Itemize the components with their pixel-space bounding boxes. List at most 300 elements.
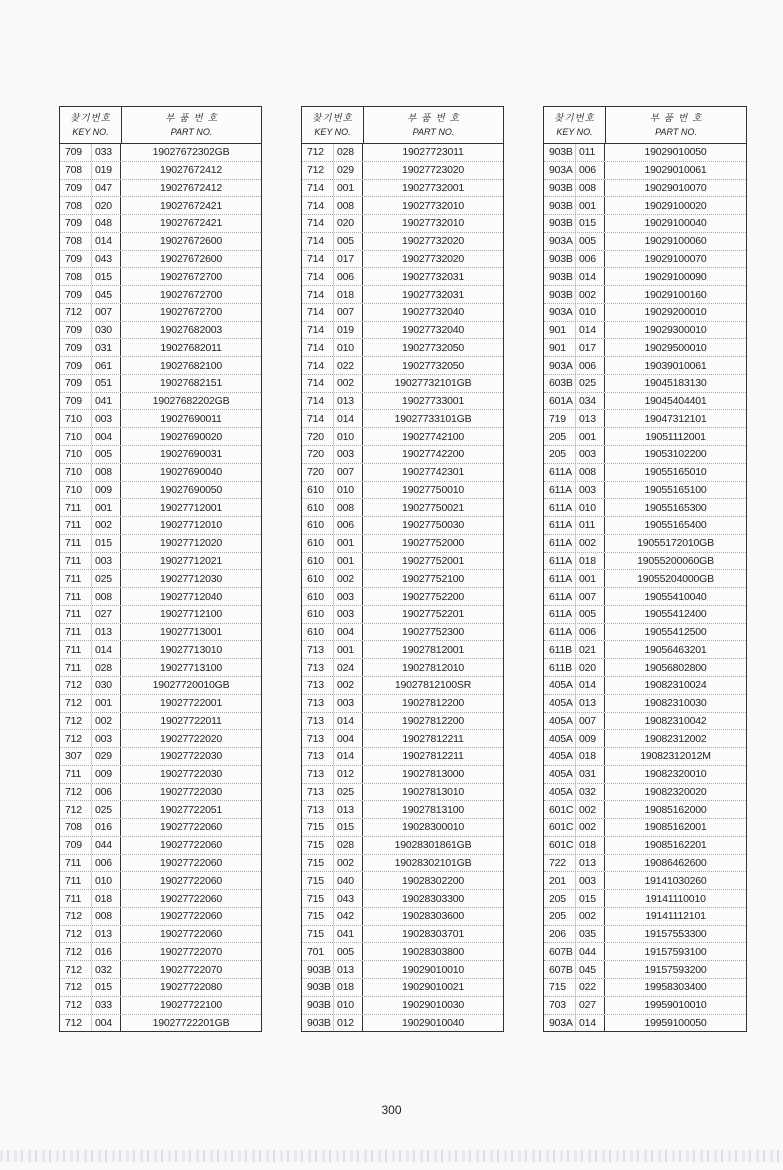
part-number: 19027742200	[401, 448, 465, 461]
part-number: 19053102200	[644, 448, 707, 461]
table-row	[60, 517, 261, 535]
key-item: 047	[91, 180, 121, 197]
part-number: 19027682011	[160, 341, 222, 354]
key-item: 008	[333, 197, 363, 214]
table-row	[544, 535, 746, 553]
key-item: 002	[575, 801, 605, 818]
table-row	[544, 872, 746, 890]
part-number: 19028300010	[401, 821, 465, 834]
key-item: 042	[333, 908, 363, 925]
key-figure: 720	[307, 430, 324, 443]
part-number: 19027722060	[159, 857, 223, 869]
table-row	[302, 1015, 503, 1032]
part-number: 19055204000GB	[637, 572, 714, 585]
table-row	[60, 1015, 261, 1032]
table-row	[544, 855, 746, 873]
key-figure: 405A	[549, 714, 573, 727]
table-row	[60, 251, 261, 269]
key-no-header	[60, 107, 122, 143]
key-figure: 713	[307, 732, 324, 745]
table-row	[302, 446, 503, 464]
page-number: 300	[381, 1103, 402, 1117]
parts-table-3	[543, 106, 747, 1032]
key-figure: 709	[65, 839, 82, 852]
part-number: 19027720010GB	[152, 679, 230, 692]
key-item: 011	[575, 144, 605, 161]
key-figure: 903B	[549, 252, 573, 265]
key-item: 043	[333, 890, 363, 907]
key-figure: 712	[65, 697, 82, 710]
part-number: 19082320010	[644, 768, 707, 781]
key-figure: 903B	[307, 999, 331, 1012]
part-number: 19045404401	[644, 395, 707, 408]
key-item: 034	[575, 393, 605, 410]
table-row	[60, 499, 261, 517]
part-number: 19027722080	[159, 981, 223, 994]
table-row	[544, 375, 746, 393]
key-figure: 405A	[549, 750, 573, 763]
table-row	[544, 624, 746, 642]
key-figure: 709	[65, 359, 82, 372]
key-figure: 405A	[549, 679, 573, 692]
key-header-korean: 찾기번호	[70, 112, 111, 124]
part-number: 19157593200	[644, 963, 707, 976]
part-number: 19027722201GB	[152, 1016, 230, 1029]
part-number: 19028303701	[401, 928, 465, 941]
part-number: 19027812200	[401, 697, 465, 710]
key-item: 006	[575, 624, 605, 641]
part-number: 19027812100SR	[394, 679, 472, 692]
key-figure: 712	[65, 1016, 82, 1029]
key-figure: 714	[307, 359, 324, 372]
table-header	[60, 107, 261, 144]
key-item: 002	[333, 375, 363, 392]
key-item: 018	[575, 748, 605, 765]
part-number: 19141110010	[645, 892, 706, 905]
key-item: 002	[575, 286, 605, 303]
key-item: 044	[575, 943, 605, 960]
table-row	[302, 517, 503, 535]
key-figure: 715	[549, 981, 566, 994]
key-item: 003	[91, 730, 121, 747]
key-figure: 713	[307, 785, 324, 798]
key-figure: 405A	[549, 785, 573, 798]
part-number: 19027750010	[401, 483, 465, 496]
key-item: 018	[333, 979, 363, 996]
key-figure: 713	[307, 643, 324, 656]
part-number: 19027733001	[401, 395, 465, 408]
table-row	[60, 855, 261, 873]
key-figure: 713	[307, 750, 324, 763]
part-number: 19055165400	[644, 519, 707, 532]
table-row	[302, 819, 503, 837]
table-row	[60, 375, 261, 393]
key-figure: 713	[307, 803, 324, 816]
key-figure: 720	[307, 448, 324, 461]
key-item: 004	[91, 1015, 121, 1032]
table-row	[544, 499, 746, 517]
key-item: 014	[333, 713, 363, 730]
key-item: 031	[91, 339, 121, 356]
key-item: 006	[333, 268, 363, 285]
key-figure: 709	[65, 377, 82, 390]
key-item: 018	[333, 286, 363, 303]
table-row	[60, 730, 261, 748]
key-figure: 711	[65, 501, 82, 514]
part-number: 19027722060	[159, 839, 223, 852]
table-row	[302, 375, 503, 393]
key-figure: 712	[307, 164, 324, 177]
part-number: 19029200010	[644, 306, 707, 319]
key-no-header	[544, 107, 606, 143]
table-row	[60, 624, 261, 642]
key-figure: 715	[307, 910, 324, 923]
part-number: 19029010070	[644, 181, 707, 194]
part-number: 19027722070	[159, 945, 223, 958]
key-figure: 709	[65, 288, 82, 301]
part-number: 19027672302GB	[152, 146, 230, 159]
key-figure: 715	[307, 839, 324, 852]
table-row	[544, 997, 746, 1015]
key-figure: 903A	[549, 1016, 573, 1029]
key-item: 001	[575, 570, 605, 587]
part-number: 19959100050	[644, 1016, 707, 1029]
part-number: 19086462600	[644, 857, 707, 869]
key-figure: 607B	[549, 945, 573, 958]
key-item: 031	[575, 766, 605, 783]
key-item: 006	[575, 251, 605, 268]
key-figure: 711	[65, 892, 82, 905]
table-row	[302, 624, 503, 642]
key-item: 010	[91, 872, 121, 889]
table-row	[60, 677, 261, 695]
key-item: 008	[91, 908, 121, 925]
key-figure: 713	[307, 679, 324, 692]
key-figure: 711	[65, 537, 82, 550]
key-figure: 711	[65, 643, 82, 656]
table-row	[302, 979, 503, 997]
key-item: 009	[91, 482, 121, 499]
table-row	[302, 908, 503, 926]
key-item: 007	[91, 304, 121, 321]
key-figure: 715	[307, 821, 324, 834]
key-item: 016	[91, 819, 121, 836]
key-item: 025	[91, 570, 121, 587]
key-figure: 903B	[307, 963, 331, 976]
key-item: 018	[575, 553, 605, 570]
key-item: 012	[333, 766, 363, 783]
table-row	[544, 961, 746, 979]
part-number: 19085162000	[644, 803, 707, 816]
key-item: 007	[333, 304, 363, 321]
key-item: 004	[333, 730, 363, 747]
key-item: 019	[91, 162, 121, 179]
key-figure: 711	[65, 572, 82, 585]
table-row	[544, 553, 746, 571]
part-number: 19958303400	[644, 981, 707, 994]
table-row	[302, 553, 503, 571]
table-row	[60, 784, 261, 802]
table-row	[544, 748, 746, 766]
table-row	[60, 908, 261, 926]
table-body	[544, 144, 746, 1031]
table-row	[60, 713, 261, 731]
key-item: 002	[575, 535, 605, 552]
key-item: 015	[91, 979, 121, 996]
key-figure: 205	[549, 892, 566, 905]
part-number: 19027712021	[159, 554, 223, 567]
key-figure: 703	[549, 999, 566, 1012]
key-figure: 405A	[549, 697, 573, 710]
table-row	[544, 428, 746, 446]
key-item: 018	[91, 890, 121, 907]
table-row	[544, 197, 746, 215]
table-row	[60, 748, 261, 766]
key-figure: 720	[307, 466, 324, 479]
part-number: 19027732040	[401, 306, 465, 319]
part-number: 19027813100	[401, 803, 465, 816]
key-item: 003	[575, 482, 605, 499]
table-row	[60, 357, 261, 375]
key-figure: 708	[65, 270, 82, 283]
part-number: 19082310042	[644, 714, 707, 727]
key-item: 014	[575, 677, 605, 694]
key-figure: 710	[65, 430, 82, 443]
table-row	[544, 641, 746, 659]
key-figure: 610	[307, 537, 324, 550]
table-header	[302, 107, 503, 144]
key-item: 010	[575, 499, 605, 516]
table-row	[544, 766, 746, 784]
key-figure: 715	[307, 874, 324, 887]
key-figure: 712	[65, 803, 82, 816]
scan-edge-strip	[0, 1150, 783, 1162]
key-figure: 205	[549, 430, 566, 443]
key-item: 005	[91, 446, 121, 463]
table-row	[302, 535, 503, 553]
part-number: 19029100020	[644, 199, 707, 212]
key-figure: 712	[65, 981, 82, 994]
key-figure: 708	[65, 235, 82, 248]
key-item: 005	[333, 943, 363, 960]
table-row	[544, 801, 746, 819]
key-item: 003	[333, 695, 363, 712]
part-number: 19029010050	[644, 146, 707, 159]
table-row	[544, 446, 746, 464]
key-figure: 714	[307, 270, 324, 283]
key-figure: 903A	[549, 359, 573, 372]
key-item: 001	[575, 197, 605, 214]
key-item: 010	[333, 997, 363, 1014]
key-figure: 715	[307, 928, 324, 941]
key-figure: 607B	[549, 963, 573, 976]
key-item: 002	[333, 855, 363, 872]
key-item: 048	[91, 215, 121, 232]
key-item: 033	[91, 997, 121, 1014]
key-item: 028	[91, 659, 121, 676]
key-item: 028	[333, 837, 363, 854]
key-figure: 708	[65, 199, 82, 212]
part-number: 19027690011	[160, 412, 222, 425]
table-row	[60, 144, 261, 162]
part-number: 19027813010	[401, 785, 465, 798]
part-number: 19027712010	[159, 519, 223, 532]
key-item: 007	[333, 464, 363, 481]
part-number: 19157553300	[644, 928, 707, 941]
key-figure: 714	[307, 412, 324, 425]
part-number: 19027813000	[401, 768, 465, 781]
table-row	[302, 197, 503, 215]
key-figure: 708	[65, 821, 82, 834]
key-item: 020	[333, 215, 363, 232]
key-figure: 611A	[549, 554, 572, 567]
part-number: 19027812211	[402, 750, 464, 763]
key-figure: 701	[307, 945, 324, 958]
part-number: 19029100040	[644, 217, 707, 230]
key-item: 027	[575, 997, 605, 1014]
key-item: 016	[91, 943, 121, 960]
part-number: 19029010021	[401, 981, 465, 994]
key-figure: 901	[549, 341, 566, 354]
key-item: 002	[333, 677, 363, 694]
part-number: 19027722060	[159, 910, 223, 923]
table-row	[544, 304, 746, 322]
table-row	[302, 339, 503, 357]
table-row	[302, 997, 503, 1015]
key-item: 001	[333, 553, 363, 570]
part-number: 19027812211	[402, 732, 464, 745]
part-number: 19029010061	[644, 164, 707, 177]
key-figure: 611A	[549, 519, 572, 532]
key-figure: 603B	[549, 377, 573, 390]
part-number: 19027752000	[401, 537, 465, 550]
key-figure: 711	[65, 768, 82, 781]
key-figure: 712	[65, 928, 82, 941]
key-item: 003	[333, 606, 363, 623]
table-row	[60, 801, 261, 819]
key-item: 015	[91, 268, 121, 285]
key-figure: 712	[307, 146, 324, 159]
key-figure: 713	[307, 697, 324, 710]
part-number: 19027812001	[401, 643, 465, 656]
key-item: 003	[575, 446, 605, 463]
table-row	[60, 482, 261, 500]
table-row	[544, 482, 746, 500]
part-number: 19027690031	[159, 448, 223, 461]
key-figure: 206	[549, 928, 566, 941]
part-number: 19027672600	[159, 252, 223, 265]
part-number: 19027750021	[401, 501, 465, 514]
key-figure: 903B	[307, 1016, 331, 1029]
key-figure: 715	[307, 892, 324, 905]
part-number: 19055165100	[644, 483, 707, 496]
part-number: 19027712040	[159, 590, 223, 603]
table-row	[544, 410, 746, 428]
key-item: 061	[91, 357, 121, 374]
table-row	[60, 943, 261, 961]
key-figure: 903B	[549, 270, 573, 283]
part-number: 19027712030	[159, 572, 223, 585]
key-item: 015	[575, 215, 605, 232]
part-number: 19027672700	[159, 270, 223, 283]
table-row	[302, 410, 503, 428]
table-row	[302, 766, 503, 784]
table-row	[302, 286, 503, 304]
part-number: 19027672412	[159, 164, 223, 177]
key-figure: 709	[65, 217, 82, 230]
part-number: 19029100060	[644, 235, 707, 248]
table-row	[60, 233, 261, 251]
key-figure: 711	[65, 661, 82, 674]
part-number: 19027682100	[159, 359, 223, 372]
key-item: 020	[91, 197, 121, 214]
key-figure: 709	[65, 146, 82, 159]
key-item: 002	[91, 713, 121, 730]
table-row	[544, 819, 746, 837]
table-row	[302, 570, 503, 588]
table-row	[60, 393, 261, 411]
key-figure: 710	[65, 483, 82, 496]
key-item: 030	[91, 677, 121, 694]
table-row	[60, 286, 261, 304]
key-figure: 711	[65, 857, 82, 869]
part-number: 19027812010	[401, 661, 465, 674]
key-header-english: KEY NO.	[72, 126, 109, 137]
key-item: 005	[575, 606, 605, 623]
part-number: 19028302101GB	[394, 857, 472, 869]
table-body	[302, 144, 503, 1031]
table-row	[544, 695, 746, 713]
part-number: 19027752100	[401, 572, 465, 585]
key-figure: 712	[65, 785, 82, 798]
key-figure: 611A	[549, 590, 572, 603]
table-row	[60, 997, 261, 1015]
key-header-korean: 찾기번호	[312, 112, 353, 124]
key-figure: 601A	[549, 395, 573, 408]
key-item: 035	[575, 926, 605, 943]
key-figure: 712	[65, 999, 82, 1012]
part-number: 19027722030	[159, 750, 223, 763]
key-header-english: KEY NO.	[314, 126, 351, 137]
part-number: 19055412400	[644, 608, 707, 621]
part-number: 19082320020	[644, 785, 707, 798]
table-row	[544, 251, 746, 269]
part-number: 19082310024	[644, 679, 707, 692]
key-item: 040	[333, 872, 363, 889]
key-item: 029	[333, 162, 363, 179]
key-header-korean: 찾기번호	[554, 112, 595, 124]
part-number: 19045183130	[644, 377, 707, 390]
key-item: 013	[333, 961, 363, 978]
key-figure: 611A	[549, 608, 572, 621]
part-header-korean: 부 품 번 호	[407, 112, 460, 124]
key-figure: 709	[65, 341, 82, 354]
table-row	[544, 943, 746, 961]
table-row	[302, 268, 503, 286]
part-number: 19027690020	[159, 430, 223, 443]
key-item: 013	[91, 624, 121, 641]
part-number: 19047312101	[644, 412, 707, 425]
key-figure: 610	[307, 608, 324, 621]
part-number: 19029100070	[644, 252, 707, 265]
key-item: 024	[333, 659, 363, 676]
key-item: 019	[333, 322, 363, 339]
table-row	[302, 730, 503, 748]
table-row	[60, 570, 261, 588]
table-row	[302, 428, 503, 446]
key-figure: 711	[65, 519, 82, 532]
part-number: 19027732040	[401, 324, 465, 337]
